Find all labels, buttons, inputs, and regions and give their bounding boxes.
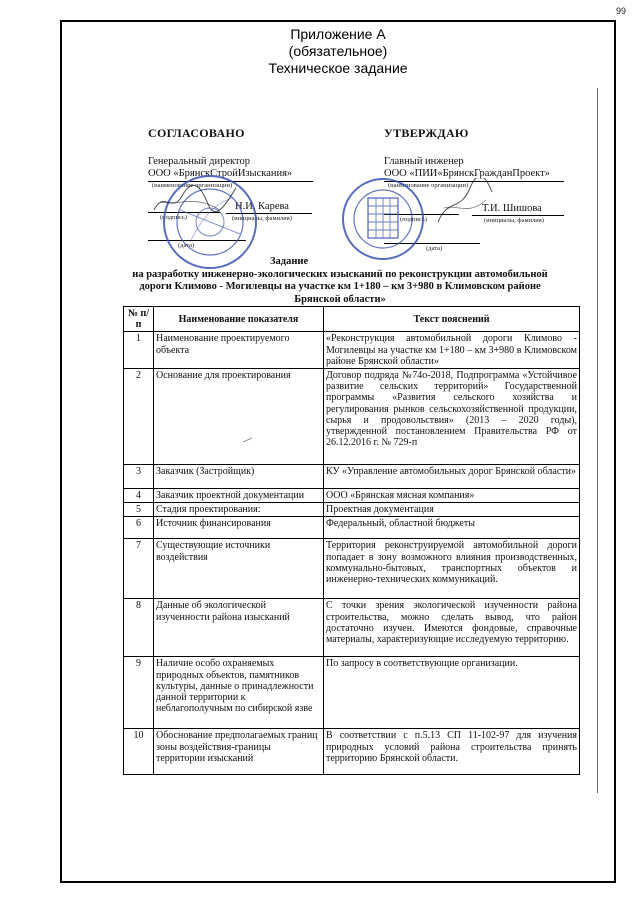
approved-name-caption: (инициалы, фамилия) [484, 217, 544, 224]
table-row [124, 657, 580, 729]
approved-org-caption: (наименование организации) [388, 181, 469, 189]
row-explanation: По запросу в соответствующие организации. [324, 657, 580, 729]
table-row [124, 332, 580, 369]
table-row [124, 539, 580, 599]
approved-heading: УТВЕРЖДАЮ [384, 126, 469, 140]
row-parameter: Наличие особо охраняемых природных объектов, памятников культуры, данные о принадлежности данной территории к неблагополучным по сибирской язве [154, 657, 324, 729]
approved-position: Главный инженер [384, 155, 464, 167]
agreed-position: Генеральный директор [148, 155, 250, 167]
agreed-date-caption: (дата) [178, 242, 195, 249]
row-parameter: Наименование проектируемого объекта [154, 332, 324, 369]
row-explanation: Проектная документация [324, 503, 580, 517]
table-row [124, 503, 580, 517]
task-table [123, 306, 580, 775]
approved-signature-caption: (подпись) [400, 216, 427, 223]
row-number: 10 [124, 729, 154, 775]
row-parameter: Стадия проектирования: [154, 503, 324, 517]
agreed-signature-caption: (подпись) [160, 214, 187, 221]
row-number: 9 [124, 657, 154, 729]
row-number: 7 [124, 539, 154, 599]
appendix-title: Приложение А [290, 26, 386, 42]
table-row [124, 369, 580, 465]
column-header-explanation: Текст пояснений [324, 307, 580, 332]
row-explanation: ООО «Брянская мясная компания» [324, 489, 580, 503]
row-parameter: Данные об экологической изученности района изысканий [154, 599, 324, 657]
row-explanation: Территория реконструируемой автомобильной дороги попадает в зону возможного влияния производственных, коммунально-бытовых, транспортных объектов и инженерно-технических коммуникаций. [324, 539, 580, 599]
task-title [120, 256, 560, 306]
agreed-organization: ООО «БрянскСтройИзыскания» [148, 168, 313, 182]
row-explanation: Договор подряда №74о-2018, Подпрограмма «Устойчивое развитие сельских территорий» Государственной программы «Развития сельского хозяйства и регулирования рынков сельскохозяйственной продукции, сырья и продовольствия» (2013 – 2020 годы), утвержденной постановлением Правительства РФ от 26.12.2016 г. № 729-п [324, 369, 580, 465]
round-stamp-right-icon [340, 176, 426, 262]
table-header-row [124, 307, 580, 332]
table-row [124, 729, 580, 775]
row-number: 5 [124, 503, 154, 517]
agreed-org-caption: (наименование организации) [152, 181, 233, 189]
table-row [124, 517, 580, 539]
agreed-name: Н.И. Карева [235, 201, 289, 212]
appendix-subtitle: Техническое задание [268, 60, 408, 76]
page-number: 99 [615, 6, 626, 16]
appendix-status: (обязательное) [288, 43, 388, 59]
column-header-number: № п/п [124, 307, 154, 332]
approved-organization: ООО «ПИИ«БрянскГражданПроект» [384, 168, 564, 182]
row-parameter: Существующие источники воздействия [154, 539, 324, 599]
table-row [124, 489, 580, 503]
agreed-name-caption: (инициалы, фамилия) [232, 215, 292, 222]
pencil-mark-icon [242, 436, 254, 444]
scan-edge-line [597, 88, 598, 793]
appendix-header [60, 26, 616, 77]
row-explanation: КУ «Управление автомобильных дорог Брянской области» [324, 465, 580, 489]
task-title-text: на разработку инженерно-экологических изысканий по реконструкции автомобильной дороги Климово - Могилевцы на участке км 1+180 – км 3+980 в Климовском районе Брянской области» [132, 268, 548, 305]
row-parameter: Основание для проектирования [154, 369, 324, 465]
task-title-word: Задание [270, 256, 309, 267]
row-parameter: Заказчик (Застройщик) [154, 465, 324, 489]
approved-date-caption: (дата) [426, 245, 443, 252]
column-header-parameter: Наименование показателя [154, 307, 324, 332]
row-parameter: Заказчик проектной документации [154, 489, 324, 503]
row-number: 3 [124, 465, 154, 489]
row-number: 8 [124, 599, 154, 657]
table-row [124, 599, 580, 657]
row-explanation: С точки зрения экологической изученности района строительства, можно сделать вывод, что район достаточно изучен. Имеются фондовые, справочные материалы, характеризующие исследуемую территорию. [324, 599, 580, 657]
row-parameter: Обоснование предполагаемых границ зоны воздействия-границы территории изысканий [154, 729, 324, 775]
row-number: 2 [124, 369, 154, 465]
signature-right-icon [430, 178, 500, 226]
approved-name: Т.И. Шишова [482, 203, 542, 214]
row-number: 6 [124, 517, 154, 539]
signature-left-icon [150, 180, 240, 220]
row-explanation: В соответствии с п.5.13 СП 11-102-97 для изучения природных условий района строительства принять территорию Брянской области. [324, 729, 580, 775]
table-row [124, 465, 580, 489]
row-parameter: Источник финансирования [154, 517, 324, 539]
row-number: 4 [124, 489, 154, 503]
row-explanation: «Реконструкция автомобильной дороги Климово - Могилевцы на участке км 1+180 – км 3+980 в Климовском районе Брянской области» [324, 332, 580, 369]
agreed-heading: СОГЛАСОВАНО [148, 126, 245, 140]
row-number: 1 [124, 332, 154, 369]
row-explanation: Федеральный, областной бюджеты [324, 517, 580, 539]
